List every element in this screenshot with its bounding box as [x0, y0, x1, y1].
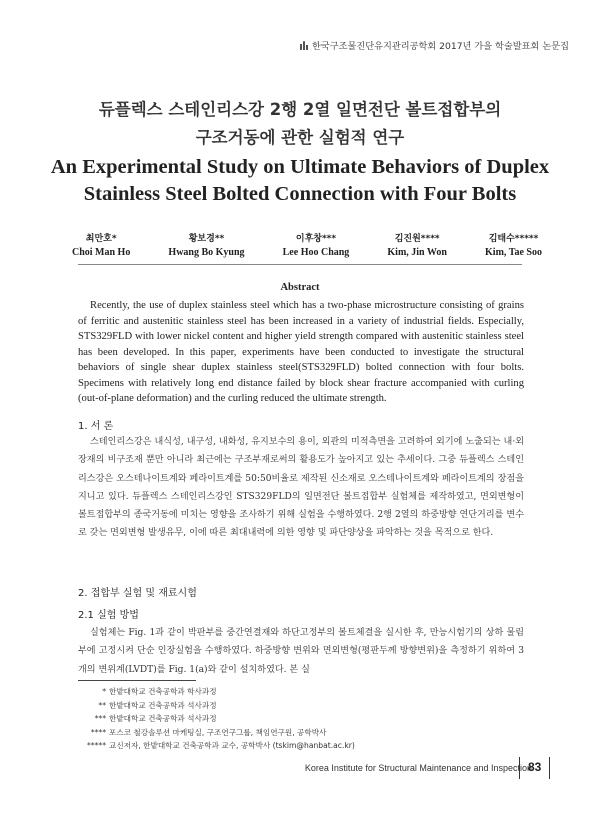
author-name-korean: 김태수***** [488, 234, 539, 244]
footnote-mark: ***** [87, 741, 106, 750]
title-korean-line1: 듀플렉스 스테인리스강 2행 2열 일면전단 볼트접합부의 [98, 100, 502, 119]
page-number-divider [519, 757, 520, 779]
page-number: 83 [528, 760, 542, 774]
footnote-text: 한밭대학교 건축공학과 학사과정 [109, 687, 217, 696]
abstract-text: Recently, the use of duplex stainless steel which has a two-phase microstructure consisting of grains of ferritic and austenitic stainless steel has been increased in a variety of industrial fields. Especially, STS329FLD with lower nickel content and higher yield strength compared with austenitic stainless steel has been developed. In this paper, experiments have been conducted to investigate the structural behaviors of single shear duplex stainless steel(STS329FLD) bolted connection with four bolts. Specimens with relatively long end distance failed by block shear fracture accompanied with curling (out-of-plane deformation) and the curling reduced the ultimate strength. [78, 300, 524, 404]
footnote-mark: *** [94, 714, 106, 723]
footnote-text: 한밭대학교 건축공학과 석사과정 [109, 714, 217, 723]
author-name-english: Kim, Tae Soo [485, 247, 542, 258]
author-name-korean: 최만호* [85, 234, 117, 244]
author-name-korean: 김진원**** [394, 234, 440, 244]
author-name-korean: 이후창*** [295, 234, 337, 244]
journal-name: 한국구조물진단유지관리공학회 2017년 가을 학술발표회 논문집 [312, 41, 569, 52]
title-english-line1: An Experimental Study on Ultimate Behaviors of Duplex [50, 156, 550, 178]
title-korean-line2: 구조거동에 관한 실험적 연구 [195, 128, 405, 147]
section-1-text: 스테인리스강은 내식성, 내구성, 내화성, 유지보수의 용이, 외관의 미적측면을 고려하여 외기에 노출되는 내·외장재의 비구조재 뿐만 아니라 최근에는 구조부재로써의 활용도가 높아지고 있는 추세이다. 그중 듀플렉스 스테인리스강은 오스테나이트계와 페라이트계를 50:50비율로 제작된 신소재로 오스테나이트계와 페라이트계의 장점을 지니고 있다. 듀플렉스 스테인리스강인 STS329FLD의 일면전단 볼트접합부 실험체를 제작하였고, 면외변형이 볼트접합부의 종국거동에 미치는 영향을 조사하기 위해 실험을 수행하였다. 2행 2열의 하중방향 연단거리를 변수로 갖는 면외변형 발생유무, 이에 따른 최대내력에 의한 영향 및 파단양상을 파악하는 것을 목적으로 한다. [78, 437, 524, 539]
author [485, 232, 542, 260]
footnote-divider [78, 680, 196, 681]
author-name-english: Lee Hoo Chang [282, 247, 350, 258]
title-english-line2: Stainless Steel Bolted Connection with Four Bolts [83, 183, 517, 205]
author-divider [78, 264, 522, 265]
author [283, 232, 350, 260]
footnote-text: 포스코 철강솔루션 마케팅실, 구조연구그룹, 책임연구원, 공학박사 [109, 727, 327, 737]
footnote [78, 699, 498, 713]
footnote-mark: ** [98, 700, 106, 710]
footnote-text: 교신저자, 한밭대학교 건축공학과 교수, 공학박사 (tskim@hanbat.ac.kr) [109, 741, 355, 750]
author-name-english: Choi Man Ho [72, 247, 131, 258]
author-name-korean: 황보경** [188, 234, 225, 244]
author [72, 232, 130, 260]
author-name-english: Hwang Bo Kyung [168, 247, 245, 258]
section-1-heading: 1. 서 론 [78, 421, 114, 432]
section-2-1-text: 실험체는 Fig. 1과 같이 박판부를 중간연결재와 하단고정부의 볼트체결을 실시한 후, 만능시험기의 상하 물림부에 고정시켜 단순 인장실험을 수행하였다. 하중방향 변위와 면외변형(평판두께 방향변위)을 측정하기 위하여 3개의 변위계(LVDT)를 Fig. 1(a)와 같이 설치하였다. 본 실 [78, 628, 524, 675]
footnote [78, 712, 498, 726]
footnote [78, 685, 498, 699]
footnote [78, 726, 498, 740]
journal-logo-icon [300, 41, 309, 50]
footnote-mark: **** [90, 727, 106, 737]
page-number-divider [549, 757, 550, 779]
running-header [300, 38, 569, 52]
footnotes [78, 685, 498, 753]
subsection-2-1-heading: 2.1 실험 방법 [78, 610, 139, 621]
author [168, 232, 244, 260]
author-name-english: Kim, Jin Won [387, 247, 447, 258]
author-list [72, 232, 542, 260]
footnote-mark: * [102, 687, 106, 696]
footnote-text: 한밭대학교 건축공학과 석사과정 [109, 700, 217, 710]
footer-institute: Korea Institute for Structural Maintenance and Inspection [304, 763, 532, 773]
footnote [78, 739, 498, 753]
author [387, 232, 447, 260]
section-2-heading: 2. 접합부 실험 및 재료시험 [78, 588, 197, 599]
abstract-heading: Abstract [280, 282, 320, 293]
